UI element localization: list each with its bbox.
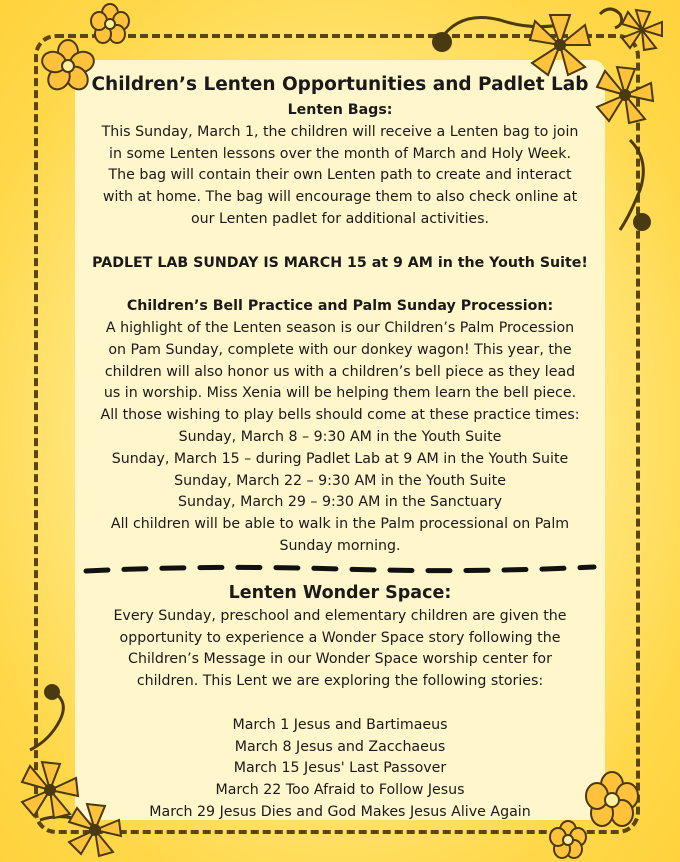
bell-practice-line: children will also honor us with a children’s bell piece as they lead <box>104 363 576 380</box>
bell-practice-line: on Pam Sunday, complete with our donkey wagon! This year, the <box>108 341 572 358</box>
bell-practice-closing: Sunday morning. <box>279 537 401 554</box>
bell-practice-line: us in worship. Miss Xenia will be helping them learn the bell piece. <box>103 385 577 402</box>
lenten-bags-line: with at home. The bag will encourage them to also check online at <box>102 189 578 206</box>
practice-time: Sunday, March 15 – during Padlet Lab at 9 AM in the Youth Suite <box>111 450 569 467</box>
story-item: March 29 Jesus Dies and God Makes Jesus Alive Again <box>149 803 531 820</box>
practice-time: Sunday, March 8 – 9:30 AM in the Youth Suite <box>178 428 502 445</box>
spacer <box>70 231 610 253</box>
bell-practice-line: A highlight of the Lenten season is our Children’s Palm Procession <box>105 319 575 336</box>
practice-time: Sunday, March 29 – 9:30 AM in the Sanctuary <box>177 494 503 511</box>
lenten-bags-line: The bag will contain their own Lenten path to create and interact <box>108 167 572 184</box>
story-item: March 8 Jesus and Zacchaeus <box>234 738 446 755</box>
spacer <box>70 274 610 296</box>
page-title: Children’s Lenten Opportunities and Padlet Lab <box>91 74 589 95</box>
dashed-divider <box>80 561 600 577</box>
wonder-space-line: Every Sunday, preschool and elementary children are given the <box>113 607 567 624</box>
lenten-bags-heading: Lenten Bags: <box>287 102 393 118</box>
wonder-space-line: children. This Lent we are exploring the following stories: <box>136 673 544 690</box>
wonder-space-line: opportunity to experience a Wonder Space story following the <box>119 629 561 646</box>
story-item: March 22 Too Afraid to Follow Jesus <box>215 782 465 799</box>
padlet-announcement: PADLET LAB SUNDAY IS MARCH 15 at 9 AM in the Youth Suite! <box>92 254 588 271</box>
lenten-bags-line: in some Lenten lessons over the month of March and Holy Week. <box>109 145 571 162</box>
bell-practice-heading: Children’s Bell Practice and Palm Sunday Procession: <box>126 298 554 315</box>
flyer-content <box>70 72 610 824</box>
story-item: March 1 Jesus and Bartimaeus <box>232 716 448 733</box>
lenten-bags-line: This Sunday, March 1, the children will receive a Lenten bag to join <box>101 123 579 140</box>
lenten-bags-line: our Lenten padlet for additional activities. <box>190 210 490 227</box>
wonder-space-heading: Lenten Wonder Space: <box>228 582 452 603</box>
story-item: March 15 Jesus' Last Passover <box>233 760 447 777</box>
practice-time: Sunday, March 22 – 9:30 AM in the Youth Suite <box>174 472 506 489</box>
wonder-space-line: Children’s Message in our Wonder Space worship center for <box>128 651 552 668</box>
spacer <box>70 693 610 715</box>
bell-practice-line: All those wishing to play bells should come at these practice times: <box>100 407 580 424</box>
bell-practice-closing: All children will be able to walk in the Palm processional on Palm <box>110 516 570 533</box>
